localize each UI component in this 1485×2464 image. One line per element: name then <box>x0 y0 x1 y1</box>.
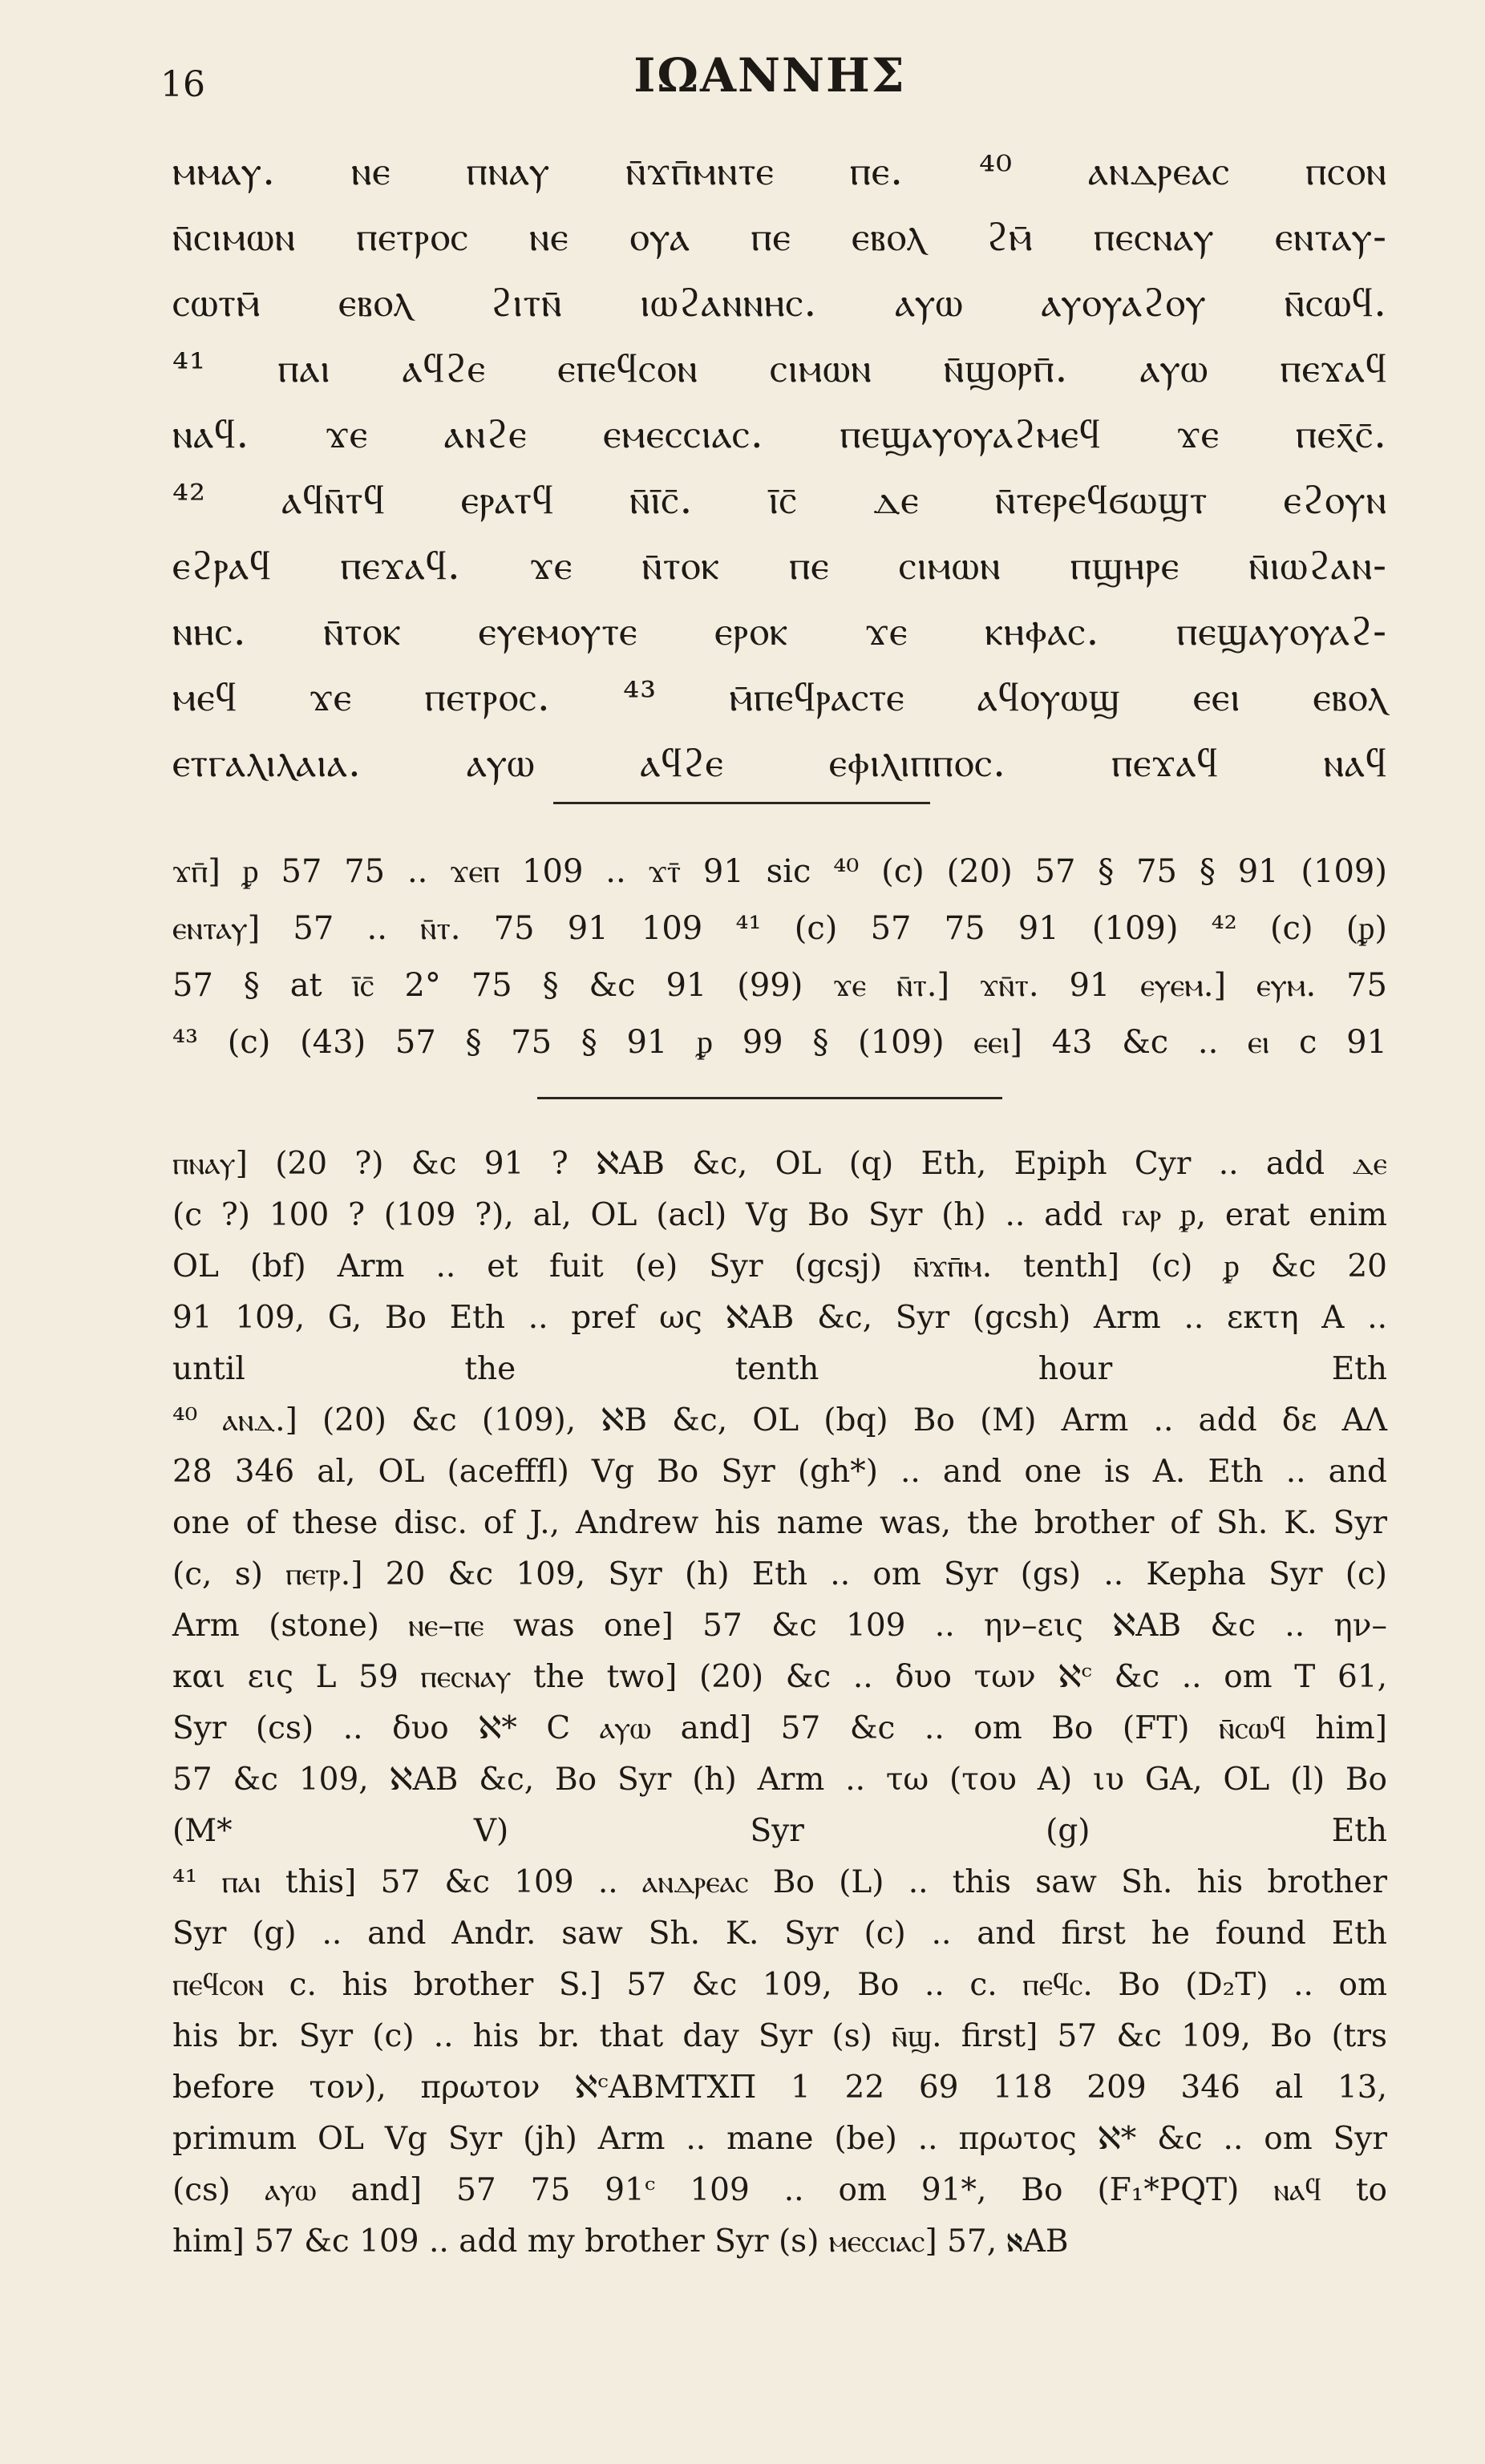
main-text-line: ⲉϩⲣⲁϥ ⲡⲉϫⲁϥ. ϫⲉ ⲛ̄ⲧⲟⲕ ⲡⲉ ⲥⲓⲙⲱⲛ ⲡϣⲏⲣⲉ ⲛ̄ⲓⲱϩⲁⲛ- <box>172 542 1387 589</box>
note-line: Syr (cs) .. δυο ℵ* C ⲁⲩⲱ and] 57 &c .. om Bo (FT) ⲛ̄ⲥⲱϥ him] <box>172 1710 1387 1746</box>
note-line: Arm (stone) ⲛⲉ–ⲡⲉ was one] 57 &c 109 .. ην–εις ℵAB &c .. ην– <box>172 1608 1387 1644</box>
main-text-line: ⲛ̄ⲥⲓⲙⲱⲛ ⲡⲉⲧⲣⲟⲥ ⲛⲉ ⲟⲩⲁ ⲡⲉ ⲉⲃⲟⲗ ϩⲙ̄ ⲡⲉⲥⲛⲁⲩ ⲉⲛⲧⲁⲩ- <box>172 213 1387 260</box>
note-line: 28 346 al, OL (acefffl) Vg Bo Syr (gh*) .. and one is A. Eth .. and <box>172 1454 1387 1490</box>
note-line: 57 &c 109, ℵAB &c, Bo Syr (h) Arm .. τω (του A) ιυ GA, OL (l) Bo <box>172 1762 1387 1798</box>
coptic-main-text <box>172 138 1387 795</box>
critical-notes <box>172 1139 1387 2268</box>
note-line: primum OL Vg Syr (jh) Arm .. mane (be) .. πρωτος ℵ* &c .. om Syr <box>172 2121 1387 2157</box>
main-text-line: ⲉⲧⲅⲁⲗⲓⲗⲁⲓⲁ. ⲁⲩⲱ ⲁϥϩⲉ ⲉⲫⲓⲗⲓⲡⲡⲟⲥ. ⲡⲉϫⲁϥ ⲛⲁϥ <box>172 739 1387 786</box>
note-line: ⲡⲉϥⲥⲟⲛ c. his brother S.] 57 &c 109, Bo .. c. ⲡⲉϥⲥ. Bo (D₂T) .. om <box>172 1967 1387 2003</box>
collation-apparatus <box>172 844 1387 1071</box>
note-line: (c, s) ⲡⲉⲧⲣ.] 20 &c 109, Syr (h) Eth .. om Syr (gs) .. Kepha Syr (c) <box>172 1556 1387 1592</box>
divider-rule <box>537 1097 1002 1099</box>
main-text-line: ⲛⲁϥ. ϫⲉ ⲁⲛϩⲉ ⲉⲙⲉⲥⲥⲓⲁⲥ. ⲡⲉϣⲁⲩⲟⲩⲁϩⲙⲉϥ ϫⲉ ⲡⲉⲭ̄ⲥ̄. <box>172 411 1387 457</box>
collation-line: ⲉⲛⲧⲁⲩ] 57 .. ⲛ̄ⲧ. 75 91 109 ⁴¹ (c) 57 75 91 (109) ⁴² (c) (ᵱ) <box>172 910 1387 947</box>
note-line: ⁴¹ ⲡⲁⲓ this] 57 &c 109 .. ⲁⲛⲇⲣⲉⲁⲥ Bo (L) .. this saw Sh. his brother <box>172 1864 1387 1900</box>
note-line: (cs) ⲁⲩⲱ and] 57 75 91ᶜ 109 .. om 91*, Bo (F₁*PQT) ⲛⲁϥ to <box>172 2172 1387 2208</box>
running-title: ΙΩΑΝΝΗΣ <box>633 48 906 103</box>
main-text-line: ⁴¹ ⲡⲁⲓ ⲁϥϩⲉ ⲉⲡⲉϥⲥⲟⲛ ⲥⲓⲙⲱⲛ ⲛ̄ϣⲟⲣⲡ̄. ⲁⲩⲱ ⲡⲉϫⲁϥ <box>172 345 1387 391</box>
main-text-line: ⁴² ⲁϥⲛ̄ⲧϥ ⲉⲣⲁⲧϥ ⲛ̄ⲓ̄ⲥ̄. ⲓ̄ⲥ̄ ⲇⲉ ⲛ̄ⲧⲉⲣⲉϥϭⲱϣⲧ ⲉϩⲟⲩⲛ <box>172 476 1387 523</box>
note-line: until the tenth hour Eth <box>172 1351 1387 1387</box>
note-line: one of these disc. of J., Andrew his name was, the brother of Sh. K. Syr <box>172 1505 1387 1541</box>
main-text-line: ⲥⲱⲧⲙ̄ ⲉⲃⲟⲗ ϩⲓⲧⲛ̄ ⲓⲱϩⲁⲛⲛⲏⲥ. ⲁⲩⲱ ⲁⲩⲟⲩⲁϩⲟⲩ ⲛ̄ⲥⲱϥ. <box>172 279 1387 326</box>
note-line: και εις L 59 ⲡⲉⲥⲛⲁⲩ the two] (20) &c .. δυο των ℵᶜ &c .. om T 61, <box>172 1659 1387 1695</box>
note-line: (c ?) 100 ? (109 ?), al, OL (acl) Vg Bo Syr (h) .. add ⲅⲁⲣ ᵱ, erat enim <box>172 1197 1387 1233</box>
collation-line: ϫⲡ̄] ᵱ 57 75 .. ϫⲉⲡ 109 .. ϫⲧ̄ 91 sic ⁴⁰ (c) (20) 57 § 75 § 91 (109) <box>172 853 1387 890</box>
note-line: OL (bf) Arm .. et fuit (e) Syr (gcsj) ⲛ̄ϫⲡ̄ⲙ. tenth] (c) ᵱ &c 20 <box>172 1248 1387 1285</box>
note-line: him] 57 &c 109 .. add my brother Syr (s) ⲙⲉⲥⲥⲓⲁⲥ] 57, ℵAB <box>172 2223 1069 2260</box>
page-number: 16 <box>160 64 205 105</box>
note-line: ⲡⲛⲁⲩ] (20 ?) &c 91 ? ℵAB &c, OL (q) Eth, Epiph Cyr .. add ⲇⲉ <box>172 1146 1387 1182</box>
note-line: before τον), πρωτον ℵᶜABMTXΠ 1 22 69 118 209 346 al 13, <box>172 2070 1387 2106</box>
note-line: his br. Syr (c) .. his br. that day Syr (s) ⲛ̄ϣ. first] 57 &c 109, Bo (trs <box>172 2018 1387 2054</box>
divider-rule <box>553 802 930 804</box>
main-text-line: ⲙⲙⲁⲩ. ⲛⲉ ⲡⲛⲁⲩ ⲛ̄ϫⲡ̄ⲙⲛⲧⲉ ⲡⲉ. ⁴⁰ ⲁⲛⲇⲣⲉⲁⲥ ⲡⲥⲟⲛ <box>172 148 1387 194</box>
note-line: ⁴⁰ ⲁⲛⲇ.] (20) &c (109), ℵB &c, OL (bq) Bo (M) Arm .. add δε AΛ <box>172 1402 1387 1438</box>
collation-line: ⁴³ (c) (43) 57 § 75 § 91 ᵱ 99 § (109) ⲉⲉⲓ] 43 &c .. ⲉⲓ c 91 <box>172 1024 1387 1061</box>
note-line: 91 109, G, Bo Eth .. pref ως ℵAB &c, Syr (gcsh) Arm .. εκτη A .. <box>172 1300 1387 1336</box>
main-text-line: ⲛⲏⲥ. ⲛ̄ⲧⲟⲕ ⲉⲩⲉⲙⲟⲩⲧⲉ ⲉⲣⲟⲕ ϫⲉ ⲕⲏⲫⲁⲥ. ⲡⲉϣⲁⲩⲟⲩⲁϩ- <box>172 608 1387 654</box>
note-line: Syr (g) .. and Andr. saw Sh. K. Syr (c) .. and first he found Eth <box>172 1916 1387 1952</box>
page-header <box>160 48 1379 112</box>
main-text-line: ⲙⲉϥ ϫⲉ ⲡⲉⲧⲣⲟⲥ. ⁴³ ⲙ̄ⲡⲉϥⲣⲁⲥⲧⲉ ⲁϥⲟⲩⲱϣ ⲉⲉⲓ ⲉⲃⲟⲗ <box>172 674 1387 720</box>
collation-line: 57 § at ⲓ̄ⲥ̄ 2° 75 § &c 91 (99) ϫⲉ ⲛ̄ⲧ.] ϫⲛ̄ⲧ. 91 ⲉⲩⲉⲙ.] ⲉⲩⲙ. 75 <box>172 967 1387 1004</box>
note-line: (M* V) Syr (g) Eth <box>172 1813 1387 1849</box>
